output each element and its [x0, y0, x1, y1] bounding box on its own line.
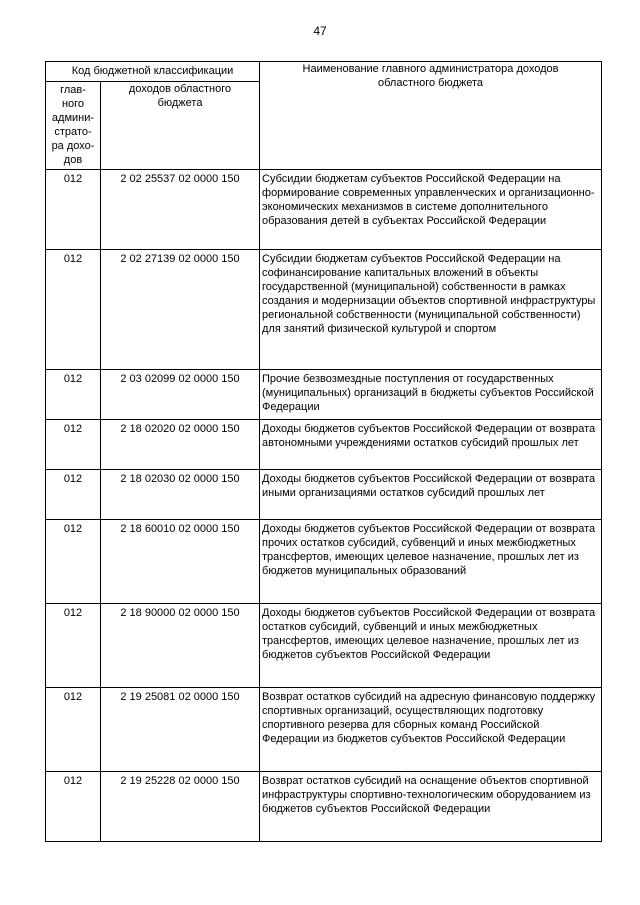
budget-code-cell: 2 03 02099 02 0000 150	[101, 370, 260, 420]
budget-code-cell: 2 18 02020 02 0000 150	[101, 420, 260, 470]
table-body	[46, 170, 602, 842]
admin-code-cell: 012	[46, 688, 101, 772]
income-name-cell: Доходы бюджетов субъектов Российской Федерации от возврата прочих остатков субсидий, субвенций и иных межбюджетных трансфертов, имеющих целевое назначение, прошлых лет из бюджетов муниципальных образований	[260, 520, 602, 604]
header-administrator-name: Наименование главного администратора доходов областного бюджета	[260, 62, 602, 170]
header-budget-classification: Код бюджетной классификации	[46, 62, 260, 82]
admin-code-cell: 012	[46, 250, 101, 370]
admin-code-cell: 012	[46, 420, 101, 470]
table-row	[46, 170, 602, 250]
table-row	[46, 688, 602, 772]
admin-code-cell: 012	[46, 520, 101, 604]
income-name-cell: Доходы бюджетов субъектов Российской Федерации от возврата иными организациями остатков субсидий прошлых лет	[260, 470, 602, 520]
table-row	[46, 604, 602, 688]
page-number: 47	[313, 24, 327, 38]
budget-classification-table	[45, 61, 602, 842]
admin-code-cell: 012	[46, 470, 101, 520]
header-main-administrator: глав- ного админи- страто- ра дохо- дов	[46, 82, 101, 170]
admin-code-cell: 012	[46, 772, 101, 842]
income-name-cell: Доходы бюджетов субъектов Российской Федерации от возврата автономными учреждениями остатков субсидий прошлых лет	[260, 420, 602, 470]
admin-code-cell: 012	[46, 604, 101, 688]
income-name-cell: Прочие безвозмездные поступления от государственных (муниципальных) организаций в бюджеты субъектов Российской Федерации	[260, 370, 602, 420]
table-row	[46, 420, 602, 470]
table-row	[46, 250, 602, 370]
budget-code-cell: 2 02 25537 02 0000 150	[101, 170, 260, 250]
admin-code-cell: 012	[46, 170, 101, 250]
table-row	[46, 370, 602, 420]
table-row	[46, 520, 602, 604]
admin-code-cell: 012	[46, 370, 101, 420]
budget-code-cell: 2 02 27139 02 0000 150	[101, 250, 260, 370]
table-row	[46, 772, 602, 842]
income-name-cell: Возврат остатков субсидий на адресную финансовую поддержку спортивных организаций, осуществляющих подготовку спортивного резерва для сборных команд Российской Федерации из бюджетов субъектов Российской Федерации	[260, 688, 602, 772]
income-name-cell: Доходы бюджетов субъектов Российской Федерации от возврата остатков субсидий, субвенций и иных межбюджетных трансфертов, имеющих целевое назначение, прошлых лет из бюджетов субъектов Российской Федерации	[260, 604, 602, 688]
income-name-cell: Субсидии бюджетам субъектов Российской Федерации на формирование современных управленческих и организационно-экономических механизмов в системе дополнительного образования детей в субъектах Российской Федерации	[260, 170, 602, 250]
income-name-cell: Возврат остатков субсидий на оснащение объектов спортивной инфраструктуры спортивно-технологическим оборудованием из бюджетов субъектов Российской Федерации	[260, 772, 602, 842]
budget-code-cell: 2 19 25081 02 0000 150	[101, 688, 260, 772]
budget-code-cell: 2 18 02030 02 0000 150	[101, 470, 260, 520]
budget-code-cell: 2 18 90000 02 0000 150	[101, 604, 260, 688]
income-name-cell: Субсидии бюджетам субъектов Российской Федерации на софинансирование капитальных вложений в объекты государственной (муниципальной) собственности в рамках создания и модернизации объектов спортивной инфраструктуры региональной собственности (муниципальной собственности) для занятий физической культурой и спортом	[260, 250, 602, 370]
header-regional-income: доходов областного бюджета	[101, 82, 260, 170]
budget-code-cell: 2 18 60010 02 0000 150	[101, 520, 260, 604]
budget-code-cell: 2 19 25228 02 0000 150	[101, 772, 260, 842]
table-row	[46, 470, 602, 520]
